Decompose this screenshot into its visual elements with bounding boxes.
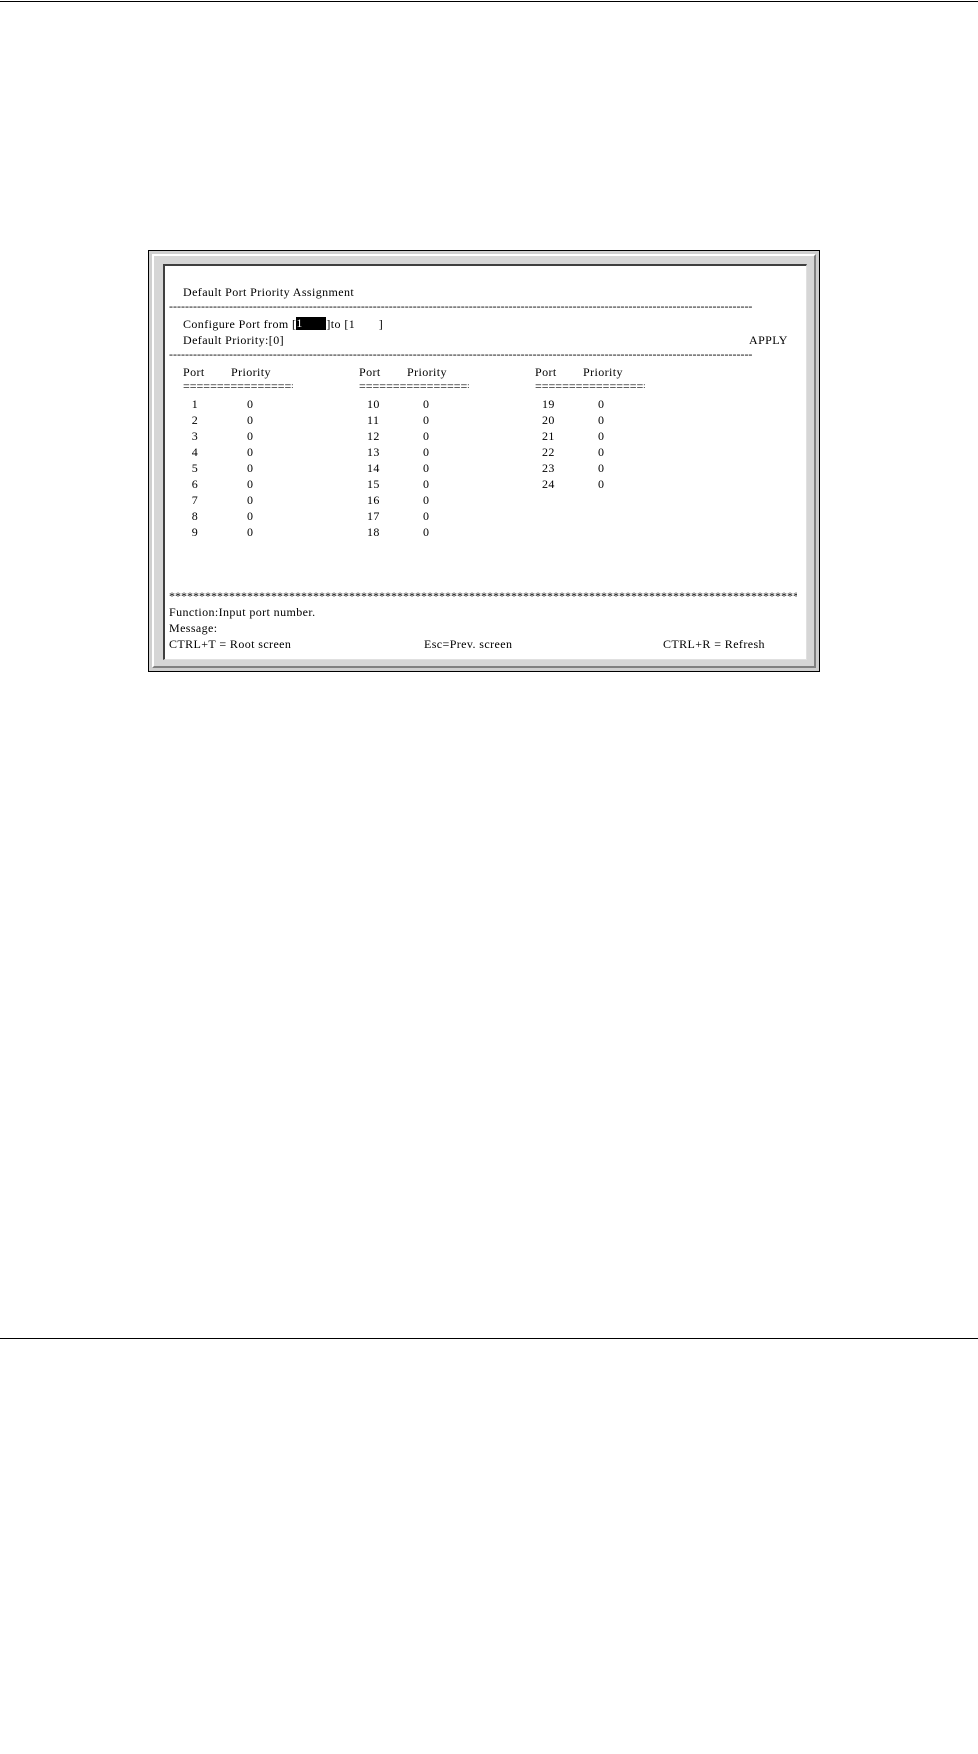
port-number: 24 bbox=[542, 477, 555, 491]
port-number: 23 bbox=[542, 461, 555, 475]
priority-header-col2: Priority bbox=[407, 365, 447, 379]
port-from-field[interactable] bbox=[296, 317, 326, 330]
port-priority[interactable]: 0 bbox=[598, 461, 605, 475]
port-priority[interactable]: 0 bbox=[247, 413, 254, 427]
function-text: Input port number. bbox=[218, 605, 316, 619]
root-screen-hint: CTRL+T = Root screen bbox=[169, 637, 292, 651]
port-priority[interactable]: 0 bbox=[423, 461, 430, 475]
message-label: Message: bbox=[169, 621, 218, 635]
port-number: 8 bbox=[191, 509, 199, 523]
header-underline-col2 bbox=[359, 378, 469, 394]
port-to-value: 1 bbox=[348, 317, 356, 331]
console-screen bbox=[163, 264, 807, 660]
default-priority-row: Default Priority:[0] bbox=[183, 333, 285, 347]
header-underline-col3 bbox=[535, 378, 645, 394]
configure-port-row: Configure Port from [1 ]to [1 ] bbox=[183, 316, 384, 331]
port-number: 18 bbox=[367, 525, 380, 539]
function-label: Function: bbox=[169, 605, 219, 619]
port-number: 22 bbox=[542, 445, 555, 459]
screen-title: Default Port Priority Assignment bbox=[183, 285, 355, 299]
port-priority[interactable]: 0 bbox=[247, 397, 254, 411]
port-priority[interactable]: 0 bbox=[423, 509, 430, 523]
port-priority[interactable]: 0 bbox=[423, 493, 430, 507]
port-number: 21 bbox=[542, 429, 555, 443]
title-divider bbox=[169, 298, 797, 314]
function-line bbox=[169, 604, 315, 620]
prev-screen-hint: Esc=Prev. screen bbox=[424, 637, 513, 651]
port-number: 16 bbox=[367, 493, 380, 507]
port-number: 19 bbox=[542, 397, 555, 411]
message-line bbox=[169, 620, 218, 636]
port-priority[interactable]: 0 bbox=[598, 413, 605, 427]
to-label: to bbox=[330, 317, 341, 331]
port-from-value: 1 bbox=[296, 316, 303, 330]
port-priority[interactable]: 0 bbox=[423, 525, 430, 539]
port-header-col3: Port bbox=[535, 365, 557, 379]
page-bottom-rule bbox=[0, 1338, 978, 1339]
port-priority[interactable]: 0 bbox=[247, 445, 254, 459]
port-number: 14 bbox=[367, 461, 380, 475]
port-number: 5 bbox=[191, 461, 199, 475]
port-number: 11 bbox=[367, 413, 380, 427]
port-priority[interactable]: 0 bbox=[423, 413, 430, 427]
port-number: 9 bbox=[191, 525, 199, 539]
port-priority[interactable]: 0 bbox=[423, 397, 430, 411]
config-divider bbox=[169, 346, 797, 362]
port-priority[interactable]: 0 bbox=[598, 429, 605, 443]
port-priority[interactable]: 0 bbox=[247, 461, 254, 475]
port-number: 13 bbox=[367, 445, 380, 459]
port-priority[interactable]: 0 bbox=[598, 477, 605, 491]
footer-divider bbox=[169, 588, 797, 604]
default-priority-value: 0 bbox=[273, 333, 280, 347]
header-underline-col1 bbox=[183, 378, 293, 394]
apply-button[interactable]: APPLY bbox=[749, 333, 788, 347]
priority-header-col1: Priority bbox=[231, 365, 271, 379]
priority-header-col3: Priority bbox=[583, 365, 623, 379]
port-priority[interactable]: 0 bbox=[598, 445, 605, 459]
default-priority-label: Default Priority: bbox=[183, 333, 269, 347]
port-priority[interactable]: 0 bbox=[247, 477, 254, 491]
port-to-field[interactable] bbox=[349, 316, 379, 332]
port-priority[interactable]: 0 bbox=[247, 493, 254, 507]
configure-port-label: Configure Port from bbox=[183, 317, 289, 331]
port-priority[interactable]: 0 bbox=[423, 445, 430, 459]
page-top-rule bbox=[0, 1, 978, 2]
port-priority[interactable]: 0 bbox=[423, 429, 430, 443]
port-priority[interactable]: 0 bbox=[423, 477, 430, 491]
refresh-hint: CTRL+R = Refresh bbox=[663, 637, 765, 651]
port-header-col1: Port bbox=[183, 365, 205, 379]
port-number: 3 bbox=[191, 429, 199, 443]
port-number: 15 bbox=[367, 477, 380, 491]
port-number: 1 bbox=[191, 397, 199, 411]
port-number: 7 bbox=[191, 493, 199, 507]
port-number: 17 bbox=[367, 509, 380, 523]
port-number: 20 bbox=[542, 413, 555, 427]
port-priority[interactable]: 0 bbox=[247, 525, 254, 539]
port-number: 12 bbox=[367, 429, 380, 443]
port-priority[interactable]: 0 bbox=[598, 397, 605, 411]
port-number: 2 bbox=[191, 413, 199, 427]
port-priority[interactable]: 0 bbox=[247, 509, 254, 523]
port-priority[interactable]: 0 bbox=[247, 429, 254, 443]
port-number: 6 bbox=[191, 477, 199, 491]
port-header-col2: Port bbox=[359, 365, 381, 379]
port-number: 10 bbox=[367, 397, 380, 411]
port-number: 4 bbox=[191, 445, 199, 459]
